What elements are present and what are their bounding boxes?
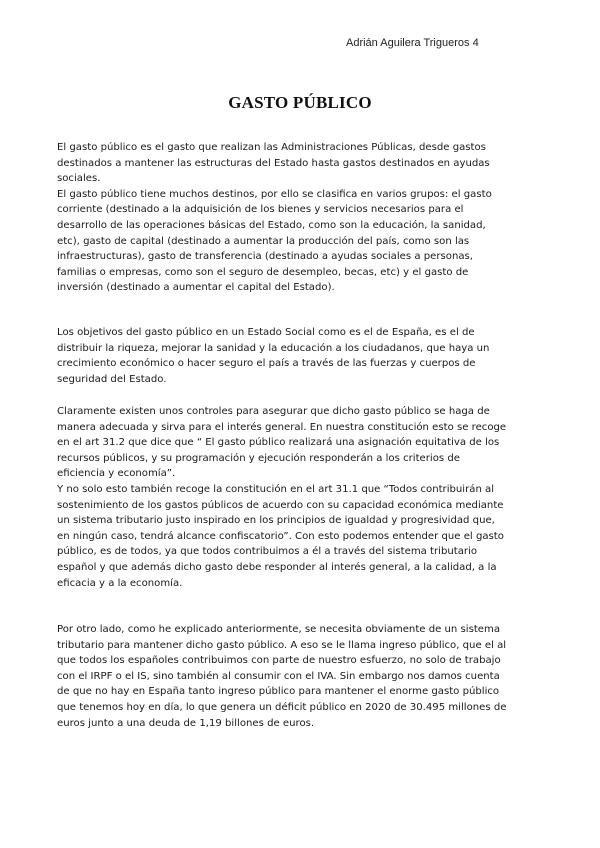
paragraph-3 — [57, 404, 547, 591]
text-line: público, es de todos, ya que todos contribuimos a él a través del sistema tributario — [57, 546, 478, 558]
text-line: Claramente existen unos controles para asegurar que dicho gasto público se haga de — [57, 406, 490, 417]
text-line: inversión (destinado a aumentar el capital del Estado). — [57, 282, 335, 294]
text-line: seguridad del Estado. — [57, 373, 167, 385]
text-line: Los objetivos del gasto público en un Estado Social como es el de España, es el de — [57, 327, 475, 338]
paragraph-1 — [57, 140, 547, 296]
paragraph-2 — [57, 325, 547, 387]
text-line: eficiencia y economía”. — [57, 468, 176, 480]
text-line: manera adecuada y sirva para el interés general. En nuestra constitución esto se recoge — [57, 421, 507, 433]
text-line: euros junto a una deuda de 1,19 billones de euros. — [57, 717, 315, 729]
text-line: corriente (destinado a la adquisición de los bienes y servicios necesarios para el — [57, 204, 464, 216]
document-title: GASTO PÚBLICO — [228, 93, 372, 112]
text-line: familias o empresas, como son el seguro de desempleo, becas, etc) y el gasto de — [57, 266, 469, 278]
text-line: que todos los españoles contribuimos con parte de nuestro esfuerzo, no solo de trabajo — [57, 655, 501, 667]
text-line: Por otro lado, como he explicado anteriormente, se necesita obviamente de un sistema — [57, 624, 501, 635]
text-line: recursos públicos, y su programación y ejecución responderán a los criterios de — [57, 452, 460, 464]
text-line: distribuir la riqueza, mejorar la sanidad y la educación a los ciudadanos, que haya un — [57, 342, 490, 354]
text-line: etc), gasto de capital (destinado a aumentar la producción del país, como son las — [57, 235, 470, 247]
text-line: de que no hay en España tanto ingreso público para mantener el enorme gasto público — [57, 686, 500, 698]
text-line: sociales. — [57, 173, 101, 185]
text-line: español y que además dicho gasto debe responder al interés general, a la calidad, a la — [57, 561, 497, 573]
header-author: Adrián Aguilera Trigueros 4 — [346, 37, 479, 49]
text-line: desarrollo de las operaciones básicas del Estado, como son la educación, la sanidad, — [57, 219, 486, 231]
text-line: con el IRPF o el IS, sino también al consumir con el IVA. Sin embargo nos damos cuenta — [57, 670, 500, 682]
text-line: que tenemos hoy en día, lo que genera un déficit público en 2020 de 30.495 millones de — [57, 701, 507, 713]
text-line: destinados a mantener las estructuras del Estado hasta gastos destinados en ayudas — [57, 157, 490, 169]
text-line: sostenimiento de los gastos públicos de acuerdo con su capacidad económica mediante — [57, 499, 504, 511]
text-line: crecimiento económico o hacer seguro el país a través de las fuerzas y cuerpos de — [57, 358, 476, 370]
text-line: El gasto público tiene muchos destinos, por ello se clasifica en varios grupos: el gasto — [57, 188, 492, 200]
text-line: infraestructuras), gasto de transferencia (destinado a ayudas sociales a personas, — [57, 251, 473, 263]
text-line: tributario para mantener dicho gasto público. A eso se le llama ingreso público, que el al — [57, 639, 507, 651]
text-line: un sistema tributario justo inspirado en los principios de igualdad y progresividad que, — [57, 515, 495, 527]
text-line: en ningún caso, tendrá alcance confiscatorio”. Con esto podemos entender que el gasto — [57, 530, 504, 542]
paragraph-4 — [57, 622, 547, 731]
text-line: El gasto público es el gasto que realizan las Administraciones Públicas, desde gastos — [57, 142, 486, 153]
text-line: en el art 31.2 que dice que “ El gasto público realizará una asignación equitativa de los — [57, 437, 500, 449]
text-line: Y no solo esto también recoge la constitución en el art 31.1 que “Todos contribuirán al — [57, 483, 495, 495]
text-line: eficacia y a la economía. — [57, 577, 183, 589]
